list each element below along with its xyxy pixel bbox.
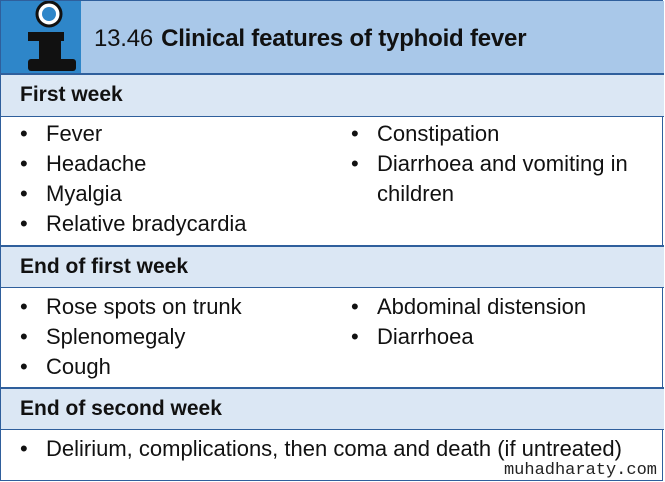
list-item: • Headache bbox=[20, 149, 247, 179]
section-heading-label: End of first week bbox=[20, 255, 189, 278]
list-item: • Myalgia bbox=[20, 179, 247, 209]
section-heading-label: End of second week bbox=[20, 397, 222, 420]
end-first-week-list-right bbox=[351, 292, 586, 352]
section-heading-end-first-week bbox=[1, 245, 664, 287]
list-item: • Fever bbox=[20, 119, 247, 149]
info-tab bbox=[1, 1, 81, 73]
end-second-week-list bbox=[20, 434, 622, 464]
first-week-list-right bbox=[351, 119, 628, 209]
list-item: • Splenomegaly bbox=[20, 322, 242, 352]
info-icon bbox=[1, 1, 81, 73]
watermark: muhadharaty.com bbox=[503, 461, 657, 480]
end-first-week-list-left bbox=[20, 292, 242, 382]
box-number: 13.46 bbox=[94, 25, 154, 52]
first-week-list-left bbox=[20, 119, 247, 239]
section-heading-first-week bbox=[1, 73, 664, 116]
divider bbox=[1, 287, 664, 288]
divider bbox=[1, 116, 664, 117]
divider bbox=[1, 429, 664, 430]
box-title bbox=[94, 25, 526, 53]
section-heading-end-second-week bbox=[1, 387, 664, 429]
box-title-text: Clinical features of typhoid fever bbox=[161, 25, 527, 52]
list-item-line: • Diarrhoea and vomiting in bbox=[377, 151, 628, 176]
list-item: • Cough bbox=[20, 352, 242, 382]
list-item bbox=[351, 149, 628, 209]
list-item: • Diarrhoea bbox=[351, 322, 586, 352]
list-item: • Abdominal distension bbox=[351, 292, 586, 322]
list-item: • Rose spots on trunk bbox=[20, 292, 242, 322]
list-item: • Relative bradycardia bbox=[20, 209, 247, 239]
section-heading-label: First week bbox=[20, 83, 123, 106]
list-item: • Constipation bbox=[351, 119, 628, 149]
list-item: • Delirium, complications, then coma and death (if untreated) bbox=[20, 434, 622, 464]
list-item-line: children bbox=[377, 181, 455, 206]
